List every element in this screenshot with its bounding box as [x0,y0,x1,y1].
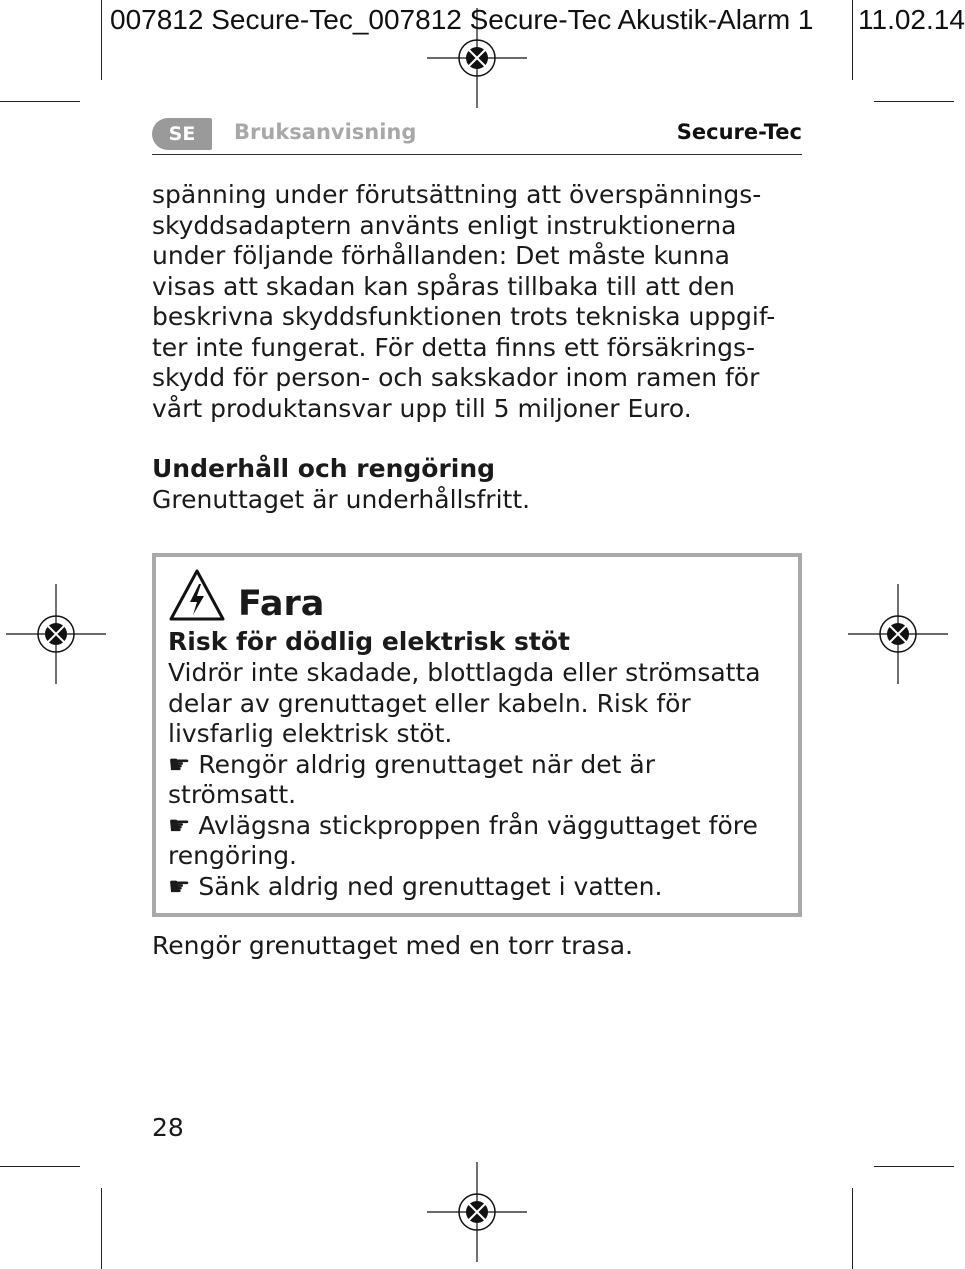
text-line: vårt produktansvar upp till 5 miljoner Euro. [152,393,692,423]
crop-mark [852,1188,853,1269]
page-number: 28 [152,1113,184,1142]
registration-mark-icon [427,1162,527,1262]
manual-title: Bruksanvisning [234,120,417,144]
text-line: ter inte fungerat. För detta finns ett försäkrings- [152,332,756,362]
crop-mark [101,0,102,80]
text-line: rengöring. [168,841,298,870]
warning-subheading: Risk för dödlig elektrisk stöt [168,627,570,656]
registration-mark-icon [848,584,948,684]
intro-paragraph [152,180,802,424]
text-line: spänning under förutsättning att överspännings- [152,180,762,209]
text-line: Vidrör inte skadade, blottlagda eller strömsatta [168,658,761,687]
text-line: visas att skadan kan spåras tillbaka till att den [152,271,735,301]
text-line: skydd för person- och sakskador inom ramen för [152,363,760,392]
print-slug-job: 007812 Secure-Tec_007812 Secure-Tec Akustik-Alarm 1 [110,4,814,35]
language-badge: SE [152,118,212,150]
registration-mark-icon [6,584,106,684]
bullet-line: ☛ Rengör aldrig grenuttaget när det är [168,749,655,779]
text-line: under följande förhållanden: Det måste kunna [152,241,730,270]
bullet-line: ☛ Sänk aldrig ned grenuttaget i vatten. [168,871,663,901]
warning-heading: Fara [238,584,325,624]
section-heading: Underhåll och rengöring [152,454,496,483]
text-line: beskrivna skyddsfunktionen trots tekniska uppgif- [152,302,776,331]
crop-mark [874,101,954,102]
bullet-line: ☛ Avlägsna stickproppen från vägguttaget före [168,810,758,840]
brand-name: Secure-Tec [676,120,802,144]
text-line: skyddsadaptern använts enligt instruktionerna [152,210,737,240]
crop-mark [874,1166,954,1167]
registration-mark-icon [427,8,527,108]
crop-mark [0,1166,80,1167]
text-line: livsfarlig elektrisk stöt. [168,719,453,748]
crop-mark [101,1188,102,1269]
crop-mark [852,0,853,80]
print-slug-date: 11.02.14 [858,4,965,35]
text-line: delar av grenuttaget eller kabeln. Risk för [168,688,691,718]
closing-text: Rengör grenuttaget med en torr trasa. [152,931,634,960]
warning-text [168,658,788,902]
text-line: strömsatt. [168,780,297,809]
high-voltage-warning-icon [168,568,226,622]
section-text: Grenuttaget är underhållsfritt. [152,485,531,514]
crop-mark [0,101,80,102]
